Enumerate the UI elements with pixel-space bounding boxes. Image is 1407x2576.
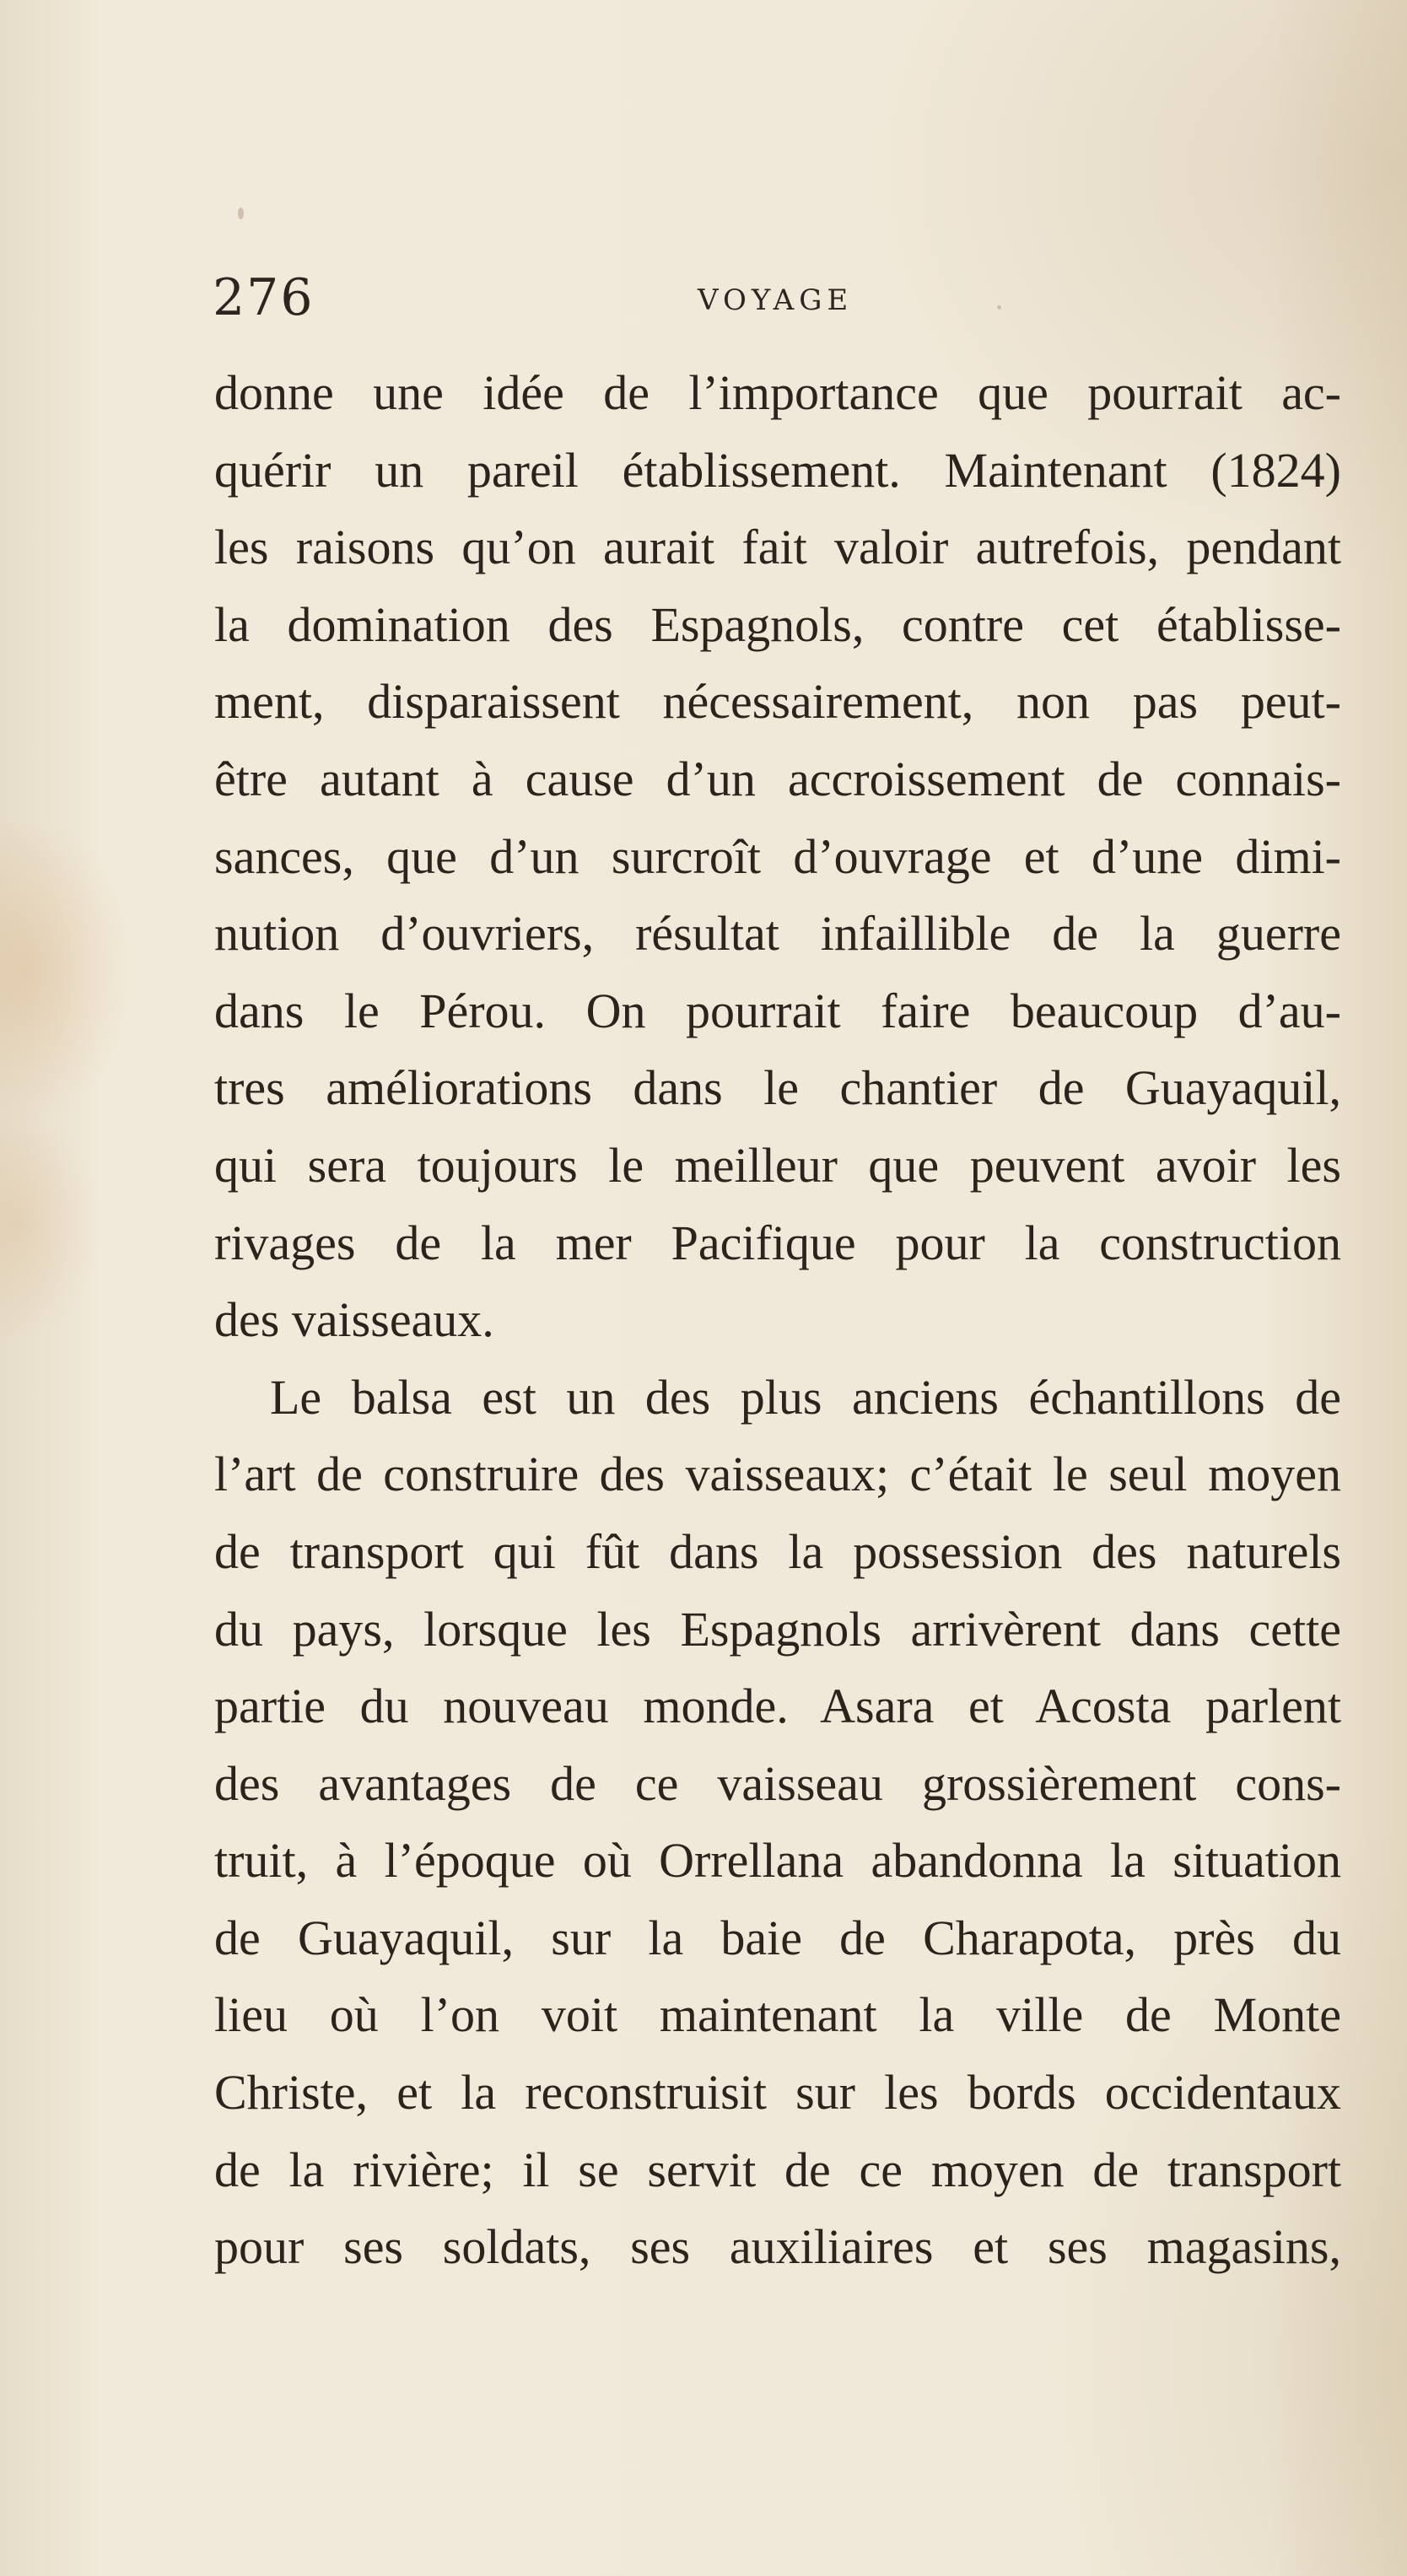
text-line: de transport qui fût dans la possession des naturels xyxy=(214,1523,1341,1579)
text-line: du pays, lorsque les Espagnols arrivèrent dans cette xyxy=(214,1601,1341,1657)
text-line: Christe, et la reconstruisit sur les bords occidentaux xyxy=(214,2065,1341,2121)
ink-speck xyxy=(238,207,244,219)
text-line: lieu où l’on voit maintenant la ville de Monte xyxy=(214,1987,1341,2043)
text-line: tres améliorations dans le chantier de Guayaquil, xyxy=(214,1060,1341,1116)
text-line: la domination des Espagnols, contre cet établisse- xyxy=(214,596,1341,652)
text-line: être autant à cause d’un accroissement de connais- xyxy=(214,751,1341,806)
running-head: VOYAGE xyxy=(698,283,854,317)
text-line: donne une idée de l’importance que pourrait ac- xyxy=(214,365,1341,420)
text-line: de la rivière; il se servit de ce moyen de transport xyxy=(214,2142,1341,2197)
text-line: quérir un pareil établissement. Maintenant (1824) xyxy=(214,442,1341,498)
body-text xyxy=(214,354,1341,2286)
text-line: les raisons qu’on aurait fait valoir autrefois, pendant xyxy=(214,520,1341,575)
text-line: sances, que d’un surcroît d’ouvrage et d’une dimi- xyxy=(214,828,1341,884)
text-line: dans le Pérou. On pourrait faire beaucoup d’au- xyxy=(214,983,1341,1038)
text-line: pour ses soldats, ses auxiliaires et ses magasins, xyxy=(214,2219,1341,2275)
text-line: truit, à l’époque où Orrellana abandonna la situation xyxy=(214,1833,1341,1889)
text-line: nution d’ouvriers, résultat infaillible de la guerre xyxy=(214,906,1341,962)
text-line: partie du nouveau monde. Asara et Acosta parlent xyxy=(214,1679,1341,1734)
text-line: qui sera toujours le meilleur que peuvent avoir les xyxy=(214,1137,1341,1193)
page-number: 276 xyxy=(213,268,315,327)
text-line: ment, disparaissent nécessairement, non pas peut- xyxy=(214,674,1341,730)
text-line: rivages de la mer Pacifique pour la construction xyxy=(214,1215,1341,1270)
text-line: l’art de construire des vaisseaux; c’était le seul moyen xyxy=(214,1447,1341,1502)
page-header xyxy=(213,268,1343,336)
text-line: de Guayaquil, sur la baie de Charapota, près du xyxy=(214,1910,1341,1965)
text-line: Le balsa est un des plus anciens échantillons de xyxy=(270,1369,1341,1425)
text-line: des vaisseaux. xyxy=(214,1292,494,1348)
text-line: des avantages de ce vaisseau grossièrement cons- xyxy=(214,1755,1341,1811)
